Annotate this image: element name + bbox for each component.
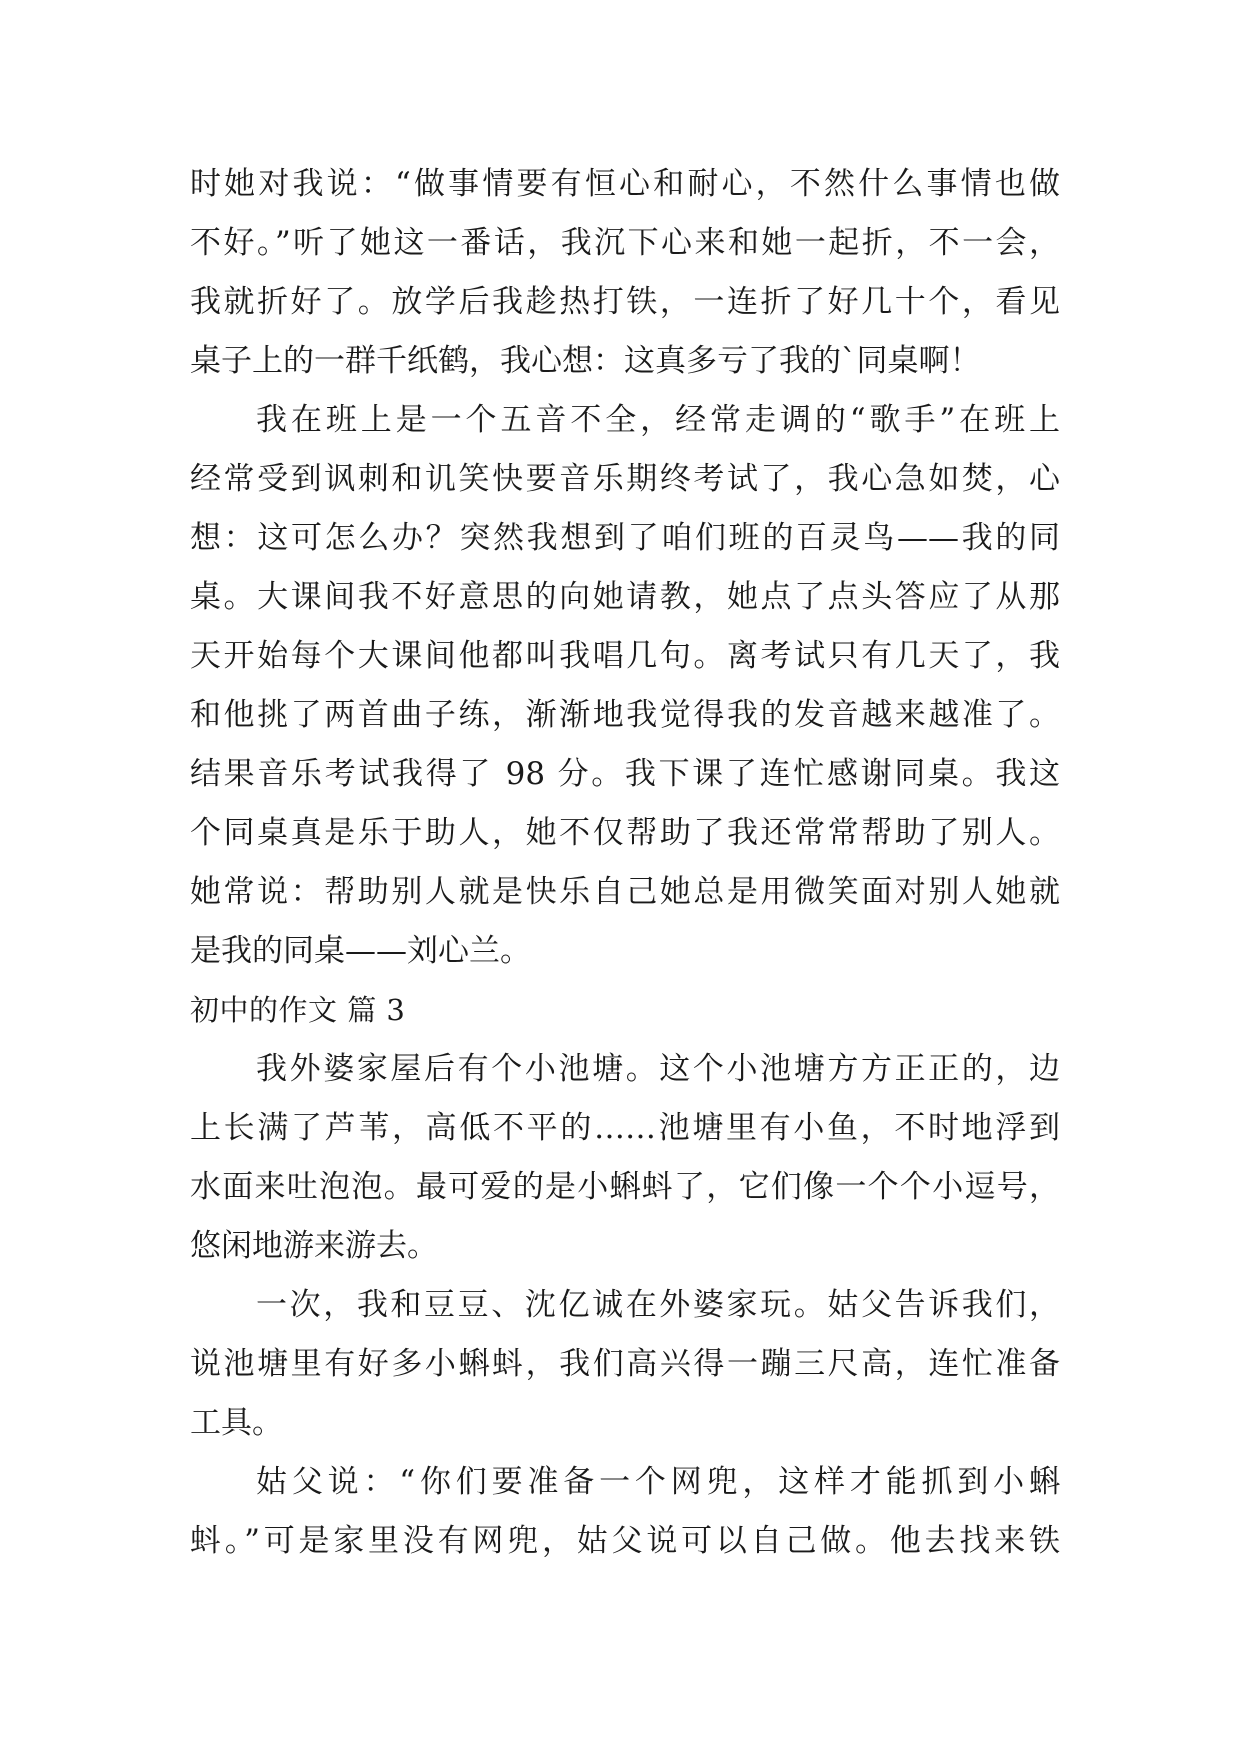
- paragraph-line: 我在班上是一个五音不全，经常走调的“歌手”在班上: [256, 402, 1060, 438]
- section-heading: 初中的作文 篇 3: [190, 993, 406, 1027]
- paragraph-line: 她常说：帮助别人就是快乐自己她总是用微笑面对别人她就: [190, 874, 1060, 910]
- paragraph-line: 蚪。”可是家里没有网兜，姑父说可以自己做。他去找来铁: [190, 1523, 1060, 1559]
- paragraph-line: 姑父说：“你们要准备一个网兜，这样才能抓到小蝌: [256, 1464, 1060, 1500]
- paragraph-line: 个同桌真是乐于助人，她不仅帮助了我还常常帮助了别人。: [190, 815, 1060, 851]
- paragraph-line: 天开始每个大课间他都叫我唱几句。离考试只有几天了，我: [190, 638, 1060, 674]
- paragraph-line: 桌子上的一群千纸鹤，我心想：这真多亏了我的`同桌啊！: [190, 343, 981, 379]
- paragraph-line: 不好。”听了她这一番话，我沉下心来和她一起折，不一会，: [190, 225, 1060, 261]
- paragraph-line: 水面来吐泡泡。最可爱的是小蝌蚪了，它们像一个个小逗号，: [190, 1169, 1060, 1205]
- paragraph-line: 上长满了芦苇，高低不平的……池塘里有小鱼，不时地浮到: [190, 1110, 1060, 1146]
- paragraph-line: 是我的同桌——刘心兰。: [190, 933, 531, 969]
- paragraph-line: 工具。: [190, 1405, 283, 1441]
- paragraph-line: 我外婆家屋后有个小池塘。这个小池塘方方正正的，边: [256, 1051, 1060, 1087]
- paragraph-line: 说池塘里有好多小蝌蚪，我们高兴得一蹦三尺高，连忙准备: [190, 1346, 1060, 1382]
- paragraph-line: 一次，我和豆豆、沈亿诚在外婆家玩。姑父告诉我们，: [256, 1287, 1060, 1323]
- paragraph-line: 结果音乐考试我得了 98 分。我下课了连忙感谢同桌。我这: [190, 756, 1060, 792]
- paragraph-line: 我就折好了。放学后我趁热打铁，一连折了好几十个，看见: [190, 284, 1060, 320]
- paragraph-line: 经常受到讽刺和讥笑快要音乐期终考试了，我心急如焚，心: [190, 461, 1060, 497]
- paragraph-line: 和他挑了两首曲子练，渐渐地我觉得我的发音越来越准了。: [190, 697, 1060, 733]
- paragraph-line: 桌。大课间我不好意思的向她请教，她点了点头答应了从那: [190, 579, 1060, 615]
- paragraph-line: 悠闲地游来游去。: [190, 1228, 438, 1264]
- paragraph-line: 时她对我说：“做事情要有恒心和耐心，不然什么事情也做: [190, 166, 1060, 202]
- document-page: [190, 155, 1060, 1571]
- paragraph-line: 想：这可怎么办？突然我想到了咱们班的百灵鸟——我的同: [190, 520, 1060, 556]
